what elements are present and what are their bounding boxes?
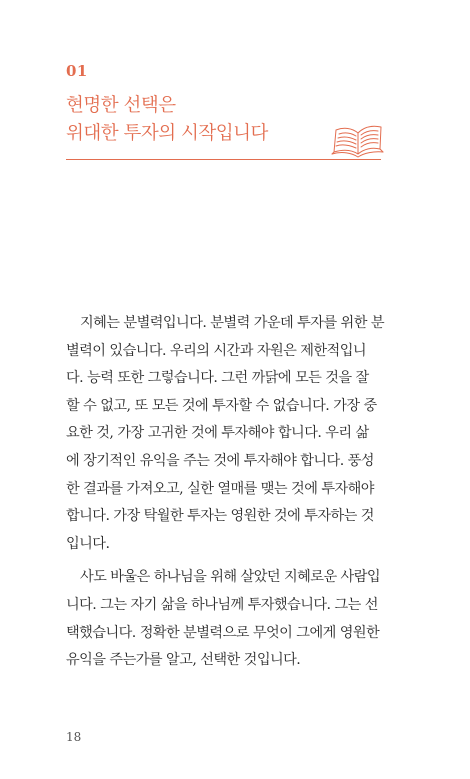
text-line: 다. 능력 또한 그렇습니다. 그런 까닭에 모든 것을 잘: [66, 370, 369, 387]
text-line: 요한 것, 가장 고귀한 것에 투자해야 합니다. 우리 삶: [66, 425, 369, 442]
chapter-title-line-2: 위대한 투자의 시작입니다: [66, 123, 268, 144]
text-line: 한 결과를 가져오고, 실한 열매를 맺는 것에 투자해야: [66, 480, 374, 497]
paragraph: [66, 564, 386, 674]
text-line: 니다. 그는 자기 삶을 하나님께 투자했습니다. 그는 선: [66, 596, 378, 613]
body-text: [66, 310, 386, 681]
paragraph: [66, 310, 386, 558]
text-line: 별력이 있습니다. 우리의 시간과 자원은 제한적입니: [66, 342, 367, 359]
chapter-title: [66, 92, 268, 148]
text-line: 택했습니다. 정확한 분별력으로 무엇이 그에게 영원한: [66, 624, 380, 641]
open-book-icon: [330, 120, 384, 160]
text-line: 할 수 없고, 또 모든 것에 투자할 수 없습니다. 가장 중: [66, 397, 377, 414]
text-line: 입니다.: [66, 535, 110, 552]
text-line: 합니다. 가장 탁월한 투자는 영원한 것에 투자하는 것: [66, 508, 374, 525]
text-line: 에 장기적인 유익을 주는 것에 투자해야 합니다. 풍성: [66, 452, 374, 469]
text-line: 사도 바울은 하나님을 위해 살았던 지혜로운 사람입: [80, 569, 381, 586]
text-line: 지혜는 분별력입니다. 분별력 가운데 투자를 위한 분: [80, 315, 384, 331]
title-divider: [66, 159, 381, 160]
chapter-title-line-1: 현명한 선택은: [66, 95, 176, 116]
text-line: 유익을 주는가를 알고, 선택한 것입니다.: [66, 652, 301, 669]
chapter-number: 01: [66, 62, 88, 80]
page-number: 18: [66, 730, 82, 744]
